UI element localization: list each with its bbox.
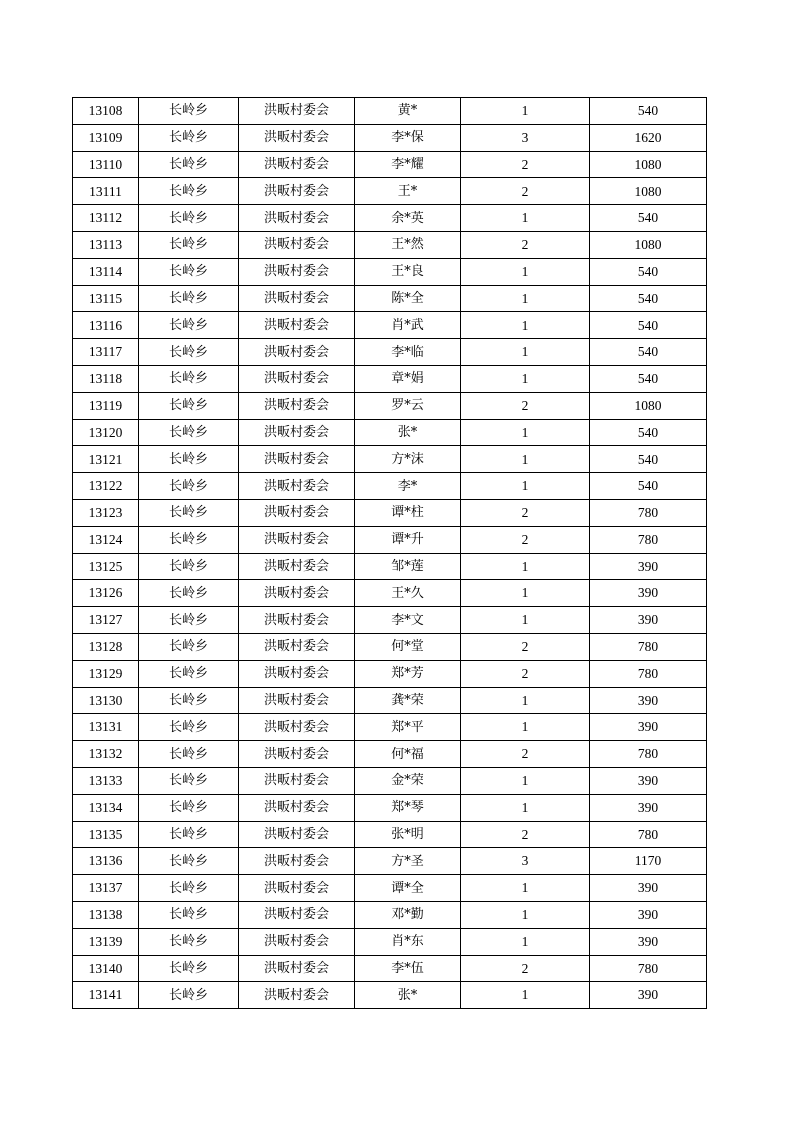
village-committee-cell: 洪畈村委会: [239, 875, 355, 902]
township-cell: 长岭乡: [139, 499, 239, 526]
person-name-cell: 李*: [355, 473, 461, 500]
record-id-cell: 13129: [73, 660, 139, 687]
amount-cell: 390: [590, 553, 707, 580]
household-count-cell: 2: [461, 633, 590, 660]
amount-cell: 780: [590, 821, 707, 848]
amount-cell: 1080: [590, 231, 707, 258]
township-cell: 长岭乡: [139, 901, 239, 928]
roster-table: [72, 97, 707, 1009]
household-count-cell: 1: [461, 901, 590, 928]
person-name-cell: 郑*琴: [355, 794, 461, 821]
record-id-cell: 13133: [73, 767, 139, 794]
amount-cell: 780: [590, 955, 707, 982]
township-cell: 长岭乡: [139, 231, 239, 258]
township-cell: 长岭乡: [139, 419, 239, 446]
record-id-cell: 13108: [73, 98, 139, 125]
amount-cell: 540: [590, 339, 707, 366]
village-committee-cell: 洪畈村委会: [239, 633, 355, 660]
household-count-cell: 2: [461, 231, 590, 258]
township-cell: 长岭乡: [139, 473, 239, 500]
person-name-cell: 何*福: [355, 741, 461, 768]
record-id-cell: 13111: [73, 178, 139, 205]
village-committee-cell: 洪畈村委会: [239, 848, 355, 875]
table-row: [73, 419, 707, 446]
table-row: [73, 794, 707, 821]
household-count-cell: 1: [461, 714, 590, 741]
person-name-cell: 张*: [355, 419, 461, 446]
person-name-cell: 张*明: [355, 821, 461, 848]
table-row: [73, 821, 707, 848]
record-id-cell: 13114: [73, 258, 139, 285]
table-row: [73, 124, 707, 151]
township-cell: 长岭乡: [139, 365, 239, 392]
township-cell: 长岭乡: [139, 339, 239, 366]
person-name-cell: 王*久: [355, 580, 461, 607]
table-row: [73, 231, 707, 258]
record-id-cell: 13135: [73, 821, 139, 848]
table-row: [73, 848, 707, 875]
person-name-cell: 陈*全: [355, 285, 461, 312]
amount-cell: 540: [590, 365, 707, 392]
table-row: [73, 473, 707, 500]
township-cell: 长岭乡: [139, 982, 239, 1009]
table-row: [73, 580, 707, 607]
amount-cell: 780: [590, 499, 707, 526]
household-count-cell: 1: [461, 98, 590, 125]
table-row: [73, 714, 707, 741]
household-count-cell: 1: [461, 580, 590, 607]
household-count-cell: 1: [461, 473, 590, 500]
person-name-cell: 李*耀: [355, 151, 461, 178]
household-count-cell: 1: [461, 607, 590, 634]
township-cell: 长岭乡: [139, 178, 239, 205]
township-cell: 长岭乡: [139, 607, 239, 634]
record-id-cell: 13132: [73, 741, 139, 768]
household-count-cell: 2: [461, 955, 590, 982]
household-count-cell: 2: [461, 741, 590, 768]
person-name-cell: 黄*: [355, 98, 461, 125]
table-row: [73, 633, 707, 660]
record-id-cell: 13124: [73, 526, 139, 553]
table-row: [73, 392, 707, 419]
township-cell: 长岭乡: [139, 955, 239, 982]
amount-cell: 540: [590, 258, 707, 285]
person-name-cell: 邹*莲: [355, 553, 461, 580]
village-committee-cell: 洪畈村委会: [239, 821, 355, 848]
township-cell: 长岭乡: [139, 741, 239, 768]
table-row: [73, 875, 707, 902]
township-cell: 长岭乡: [139, 875, 239, 902]
table-row: [73, 151, 707, 178]
household-count-cell: 1: [461, 687, 590, 714]
record-id-cell: 13139: [73, 928, 139, 955]
household-count-cell: 1: [461, 928, 590, 955]
village-committee-cell: 洪畈村委会: [239, 982, 355, 1009]
township-cell: 长岭乡: [139, 848, 239, 875]
village-committee-cell: 洪畈村委会: [239, 473, 355, 500]
person-name-cell: 王*良: [355, 258, 461, 285]
township-cell: 长岭乡: [139, 928, 239, 955]
person-name-cell: 章*娟: [355, 365, 461, 392]
village-committee-cell: 洪畈村委会: [239, 526, 355, 553]
township-cell: 长岭乡: [139, 312, 239, 339]
person-name-cell: 谭*全: [355, 875, 461, 902]
person-name-cell: 肖*东: [355, 928, 461, 955]
village-committee-cell: 洪畈村委会: [239, 231, 355, 258]
person-name-cell: 邓*勤: [355, 901, 461, 928]
village-committee-cell: 洪畈村委会: [239, 928, 355, 955]
amount-cell: 390: [590, 901, 707, 928]
table-row: [73, 446, 707, 473]
table-row: [73, 901, 707, 928]
household-count-cell: 1: [461, 258, 590, 285]
person-name-cell: 罗*云: [355, 392, 461, 419]
roster-table-body: [73, 98, 707, 1009]
township-cell: 长岭乡: [139, 633, 239, 660]
table-row: [73, 339, 707, 366]
person-name-cell: 何*堂: [355, 633, 461, 660]
amount-cell: 540: [590, 473, 707, 500]
record-id-cell: 13117: [73, 339, 139, 366]
table-row: [73, 178, 707, 205]
record-id-cell: 13122: [73, 473, 139, 500]
person-name-cell: 郑*芳: [355, 660, 461, 687]
amount-cell: 390: [590, 714, 707, 741]
table-row: [73, 767, 707, 794]
amount-cell: 1170: [590, 848, 707, 875]
record-id-cell: 13140: [73, 955, 139, 982]
household-count-cell: 1: [461, 982, 590, 1009]
village-committee-cell: 洪畈村委会: [239, 580, 355, 607]
household-count-cell: 1: [461, 553, 590, 580]
village-committee-cell: 洪畈村委会: [239, 714, 355, 741]
township-cell: 长岭乡: [139, 794, 239, 821]
record-id-cell: 13127: [73, 607, 139, 634]
amount-cell: 1620: [590, 124, 707, 151]
record-id-cell: 13134: [73, 794, 139, 821]
record-id-cell: 13110: [73, 151, 139, 178]
person-name-cell: 余*英: [355, 205, 461, 232]
household-count-cell: 1: [461, 446, 590, 473]
table-row: [73, 687, 707, 714]
amount-cell: 540: [590, 285, 707, 312]
record-id-cell: 13120: [73, 419, 139, 446]
village-committee-cell: 洪畈村委会: [239, 258, 355, 285]
amount-cell: 390: [590, 607, 707, 634]
record-id-cell: 13113: [73, 231, 139, 258]
person-name-cell: 李*伍: [355, 955, 461, 982]
township-cell: 长岭乡: [139, 714, 239, 741]
amount-cell: 780: [590, 741, 707, 768]
roster-sheet: [72, 97, 706, 1009]
record-id-cell: 13119: [73, 392, 139, 419]
person-name-cell: 龚*荣: [355, 687, 461, 714]
amount-cell: 390: [590, 928, 707, 955]
village-committee-cell: 洪畈村委会: [239, 767, 355, 794]
township-cell: 长岭乡: [139, 151, 239, 178]
record-id-cell: 13123: [73, 499, 139, 526]
person-name-cell: 张*: [355, 982, 461, 1009]
household-count-cell: 3: [461, 124, 590, 151]
person-name-cell: 肖*武: [355, 312, 461, 339]
table-row: [73, 955, 707, 982]
record-id-cell: 13109: [73, 124, 139, 151]
household-count-cell: 2: [461, 821, 590, 848]
township-cell: 长岭乡: [139, 687, 239, 714]
village-committee-cell: 洪畈村委会: [239, 285, 355, 312]
township-cell: 长岭乡: [139, 205, 239, 232]
table-row: [73, 526, 707, 553]
household-count-cell: 1: [461, 875, 590, 902]
person-name-cell: 李*临: [355, 339, 461, 366]
record-id-cell: 13137: [73, 875, 139, 902]
table-row: [73, 553, 707, 580]
township-cell: 长岭乡: [139, 580, 239, 607]
table-row: [73, 660, 707, 687]
household-count-cell: 2: [461, 392, 590, 419]
household-count-cell: 2: [461, 660, 590, 687]
township-cell: 长岭乡: [139, 124, 239, 151]
household-count-cell: 2: [461, 526, 590, 553]
township-cell: 长岭乡: [139, 285, 239, 312]
record-id-cell: 13126: [73, 580, 139, 607]
village-committee-cell: 洪畈村委会: [239, 205, 355, 232]
amount-cell: 390: [590, 982, 707, 1009]
record-id-cell: 13131: [73, 714, 139, 741]
record-id-cell: 13115: [73, 285, 139, 312]
household-count-cell: 1: [461, 419, 590, 446]
record-id-cell: 13118: [73, 365, 139, 392]
record-id-cell: 13130: [73, 687, 139, 714]
table-row: [73, 741, 707, 768]
township-cell: 长岭乡: [139, 98, 239, 125]
household-count-cell: 2: [461, 178, 590, 205]
person-name-cell: 方*沫: [355, 446, 461, 473]
township-cell: 长岭乡: [139, 821, 239, 848]
table-row: [73, 258, 707, 285]
amount-cell: 540: [590, 446, 707, 473]
amount-cell: 390: [590, 767, 707, 794]
township-cell: 长岭乡: [139, 392, 239, 419]
village-committee-cell: 洪畈村委会: [239, 365, 355, 392]
record-id-cell: 13141: [73, 982, 139, 1009]
amount-cell: 540: [590, 312, 707, 339]
record-id-cell: 13136: [73, 848, 139, 875]
household-count-cell: 1: [461, 205, 590, 232]
village-committee-cell: 洪畈村委会: [239, 312, 355, 339]
amount-cell: 540: [590, 205, 707, 232]
household-count-cell: 1: [461, 312, 590, 339]
table-row: [73, 205, 707, 232]
village-committee-cell: 洪畈村委会: [239, 124, 355, 151]
amount-cell: 390: [590, 875, 707, 902]
amount-cell: 1080: [590, 178, 707, 205]
village-committee-cell: 洪畈村委会: [239, 794, 355, 821]
amount-cell: 780: [590, 660, 707, 687]
township-cell: 长岭乡: [139, 446, 239, 473]
amount-cell: 780: [590, 526, 707, 553]
village-committee-cell: 洪畈村委会: [239, 178, 355, 205]
person-name-cell: 金*荣: [355, 767, 461, 794]
amount-cell: 540: [590, 98, 707, 125]
person-name-cell: 李*保: [355, 124, 461, 151]
township-cell: 长岭乡: [139, 767, 239, 794]
person-name-cell: 谭*升: [355, 526, 461, 553]
household-count-cell: 1: [461, 339, 590, 366]
village-committee-cell: 洪畈村委会: [239, 741, 355, 768]
record-id-cell: 13116: [73, 312, 139, 339]
household-count-cell: 2: [461, 499, 590, 526]
record-id-cell: 13121: [73, 446, 139, 473]
table-row: [73, 499, 707, 526]
person-name-cell: 谭*柱: [355, 499, 461, 526]
household-count-cell: 1: [461, 365, 590, 392]
record-id-cell: 13138: [73, 901, 139, 928]
village-committee-cell: 洪畈村委会: [239, 98, 355, 125]
table-row: [73, 982, 707, 1009]
village-committee-cell: 洪畈村委会: [239, 392, 355, 419]
township-cell: 长岭乡: [139, 660, 239, 687]
person-name-cell: 郑*平: [355, 714, 461, 741]
record-id-cell: 13112: [73, 205, 139, 232]
table-row: [73, 365, 707, 392]
village-committee-cell: 洪畈村委会: [239, 446, 355, 473]
village-committee-cell: 洪畈村委会: [239, 955, 355, 982]
household-count-cell: 2: [461, 151, 590, 178]
amount-cell: 540: [590, 419, 707, 446]
village-committee-cell: 洪畈村委会: [239, 419, 355, 446]
village-committee-cell: 洪畈村委会: [239, 607, 355, 634]
household-count-cell: 3: [461, 848, 590, 875]
amount-cell: 1080: [590, 392, 707, 419]
table-row: [73, 285, 707, 312]
village-committee-cell: 洪畈村委会: [239, 339, 355, 366]
person-name-cell: 方*圣: [355, 848, 461, 875]
amount-cell: 1080: [590, 151, 707, 178]
table-row: [73, 928, 707, 955]
amount-cell: 390: [590, 580, 707, 607]
amount-cell: 780: [590, 633, 707, 660]
table-row: [73, 607, 707, 634]
table-row: [73, 312, 707, 339]
household-count-cell: 1: [461, 794, 590, 821]
table-row: [73, 98, 707, 125]
person-name-cell: 李*文: [355, 607, 461, 634]
household-count-cell: 1: [461, 767, 590, 794]
person-name-cell: 王*然: [355, 231, 461, 258]
amount-cell: 390: [590, 687, 707, 714]
township-cell: 长岭乡: [139, 526, 239, 553]
village-committee-cell: 洪畈村委会: [239, 151, 355, 178]
person-name-cell: 王*: [355, 178, 461, 205]
township-cell: 长岭乡: [139, 553, 239, 580]
village-committee-cell: 洪畈村委会: [239, 901, 355, 928]
village-committee-cell: 洪畈村委会: [239, 687, 355, 714]
household-count-cell: 1: [461, 285, 590, 312]
township-cell: 长岭乡: [139, 258, 239, 285]
record-id-cell: 13128: [73, 633, 139, 660]
record-id-cell: 13125: [73, 553, 139, 580]
village-committee-cell: 洪畈村委会: [239, 660, 355, 687]
amount-cell: 390: [590, 794, 707, 821]
village-committee-cell: 洪畈村委会: [239, 499, 355, 526]
village-committee-cell: 洪畈村委会: [239, 553, 355, 580]
